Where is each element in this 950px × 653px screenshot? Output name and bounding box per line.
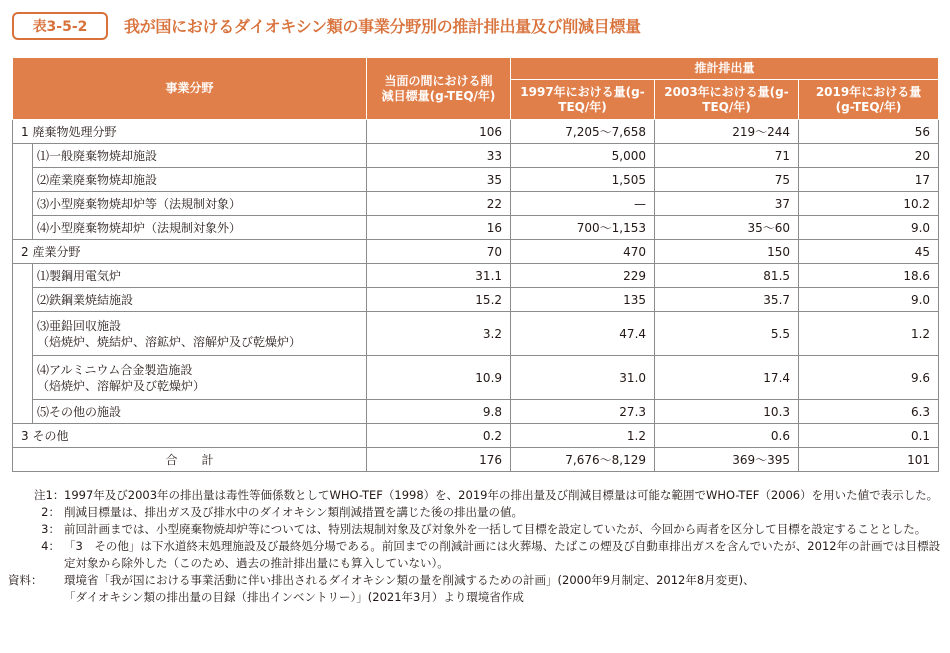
- table-row-total: [13, 448, 939, 472]
- table-row: [13, 356, 939, 400]
- cell-target: 22: [367, 192, 511, 216]
- cell-2003: 71: [655, 144, 799, 168]
- cell-target: 3.2: [367, 312, 511, 356]
- source-label: 資料：: [8, 573, 43, 587]
- note-item: [34, 504, 944, 521]
- note-item: [34, 487, 944, 504]
- cell-2003: 35.7: [655, 288, 799, 312]
- cell-2019: 18.6: [799, 264, 939, 288]
- header-2003: 2003年における量(g-TEQ/年): [655, 80, 799, 120]
- cell-2019: 45: [799, 240, 939, 264]
- row-label: 3 その他: [13, 424, 367, 448]
- cell-2003: 5.5: [655, 312, 799, 356]
- cell-1997: —: [511, 192, 655, 216]
- cell-target: 35: [367, 168, 511, 192]
- cell-2019: 1.2: [799, 312, 939, 356]
- source-line: 環境省「我が国における事業活動に伴い排出されるダイオキシン類の量を削減するための計画」(2000年9月制定、2012年8月変更)、: [64, 573, 755, 587]
- cell-2003: 150: [655, 240, 799, 264]
- cell-1997: 1,505: [511, 168, 655, 192]
- cell-1997: 27.3: [511, 400, 655, 424]
- cell-target: 0.2: [367, 424, 511, 448]
- source-line: 「ダイオキシン類の排出量の目録（排出インベントリー）」(2021年3月）より環境省作成: [64, 590, 524, 604]
- cell-2019: 101: [799, 448, 939, 472]
- cell-2019: 17: [799, 168, 939, 192]
- cell-1997: 31.0: [511, 356, 655, 400]
- cell-2003: 35〜60: [655, 216, 799, 240]
- cell-target: 70: [367, 240, 511, 264]
- cell-1997: 1.2: [511, 424, 655, 448]
- source: [8, 572, 944, 606]
- row-label: ⑶亜鉛回収施設 （焙焼炉、焼結炉、溶鉱炉、溶解炉及び乾燥炉）: [33, 312, 367, 356]
- cell-2003: 219〜244: [655, 120, 799, 144]
- cell-target: 16: [367, 216, 511, 240]
- cell-2019: 9.0: [799, 216, 939, 240]
- table-row: [13, 120, 939, 144]
- cell-target: 33: [367, 144, 511, 168]
- notes: [8, 487, 944, 606]
- row-label: ⑴製鋼用電気炉: [33, 264, 367, 288]
- cell-2003: 10.3: [655, 400, 799, 424]
- row-label: ⑷小型廃棄物焼却炉（法規制対象外）: [33, 216, 367, 240]
- cell-target: 15.2: [367, 288, 511, 312]
- cell-1997: 470: [511, 240, 655, 264]
- note-item: [34, 538, 944, 572]
- row-label: ⑵産業廃棄物焼却施設: [33, 168, 367, 192]
- cell-target: 9.8: [367, 400, 511, 424]
- cell-2019: 56: [799, 120, 939, 144]
- row-label: ⑸その他の施設: [33, 400, 367, 424]
- note-item: [34, 521, 944, 538]
- cell-2019: 9.0: [799, 288, 939, 312]
- table-row: [13, 400, 939, 424]
- cell-2019: 6.3: [799, 400, 939, 424]
- cell-1997: 7,205〜7,658: [511, 120, 655, 144]
- cell-target: 106: [367, 120, 511, 144]
- table-row: [13, 168, 939, 192]
- table-row: [13, 216, 939, 240]
- cell-2019: 20: [799, 144, 939, 168]
- row-label: 2 産業分野: [13, 240, 367, 264]
- cell-1997: 5,000: [511, 144, 655, 168]
- emissions-table: [12, 57, 939, 472]
- cell-2003: 0.6: [655, 424, 799, 448]
- cell-target: 176: [367, 448, 511, 472]
- row-label: ⑴一般廃棄物焼却施設: [33, 144, 367, 168]
- header-2019: 2019年における量(g-TEQ/年): [799, 80, 939, 120]
- title-bar: [12, 8, 938, 44]
- cell-1997: 700〜1,153: [511, 216, 655, 240]
- row-label: 1 廃棄物処理分野: [13, 120, 367, 144]
- note-number: 注1：: [34, 488, 65, 502]
- note-number: 2：: [41, 505, 60, 519]
- table-row: [13, 312, 939, 356]
- cell-1997: 229: [511, 264, 655, 288]
- header-1997: 1997年における量(g-TEQ/年): [511, 80, 655, 120]
- table-row: [13, 240, 939, 264]
- cell-2003: 75: [655, 168, 799, 192]
- cell-target: 10.9: [367, 356, 511, 400]
- cell-1997: 135: [511, 288, 655, 312]
- table-row: [13, 192, 939, 216]
- note-text: 削減目標量は、排出ガス及び排水中のダイオキシン類削減措置を講じた後の排出量の値。: [64, 505, 524, 519]
- header-target: 当面の間における削減目標量(g-TEQ/年): [367, 58, 511, 120]
- cell-2003: 81.5: [655, 264, 799, 288]
- note-text: 前回計画までは、小型廃棄物焼却炉等については、特別法規制対象及び対象外を一括して目標を設定していたが、今回から両者を区分して目標を設定することとした。: [64, 522, 927, 536]
- row-label: ⑶小型廃棄物焼却炉等（法規制対象）: [33, 192, 367, 216]
- cell-2019: 9.6: [799, 356, 939, 400]
- note-number: 4：: [41, 539, 60, 553]
- header-sector: 事業分野: [13, 58, 367, 120]
- table-row: [13, 144, 939, 168]
- cell-target: 31.1: [367, 264, 511, 288]
- note-text: 「3 その他」は下水道終末処理施設及び最終処分場である。前回までの削減計画には火葬場、たばこの煙及び自動車排出ガスを含んでいたが、2012年の計画では目標設定対象から除外した（このため、過去の推計排出量にも算入していない）。: [64, 539, 941, 570]
- table-row: [13, 424, 939, 448]
- note-number: 3：: [41, 522, 60, 536]
- total-label: 合 計: [13, 448, 367, 472]
- cell-2003: 369〜395: [655, 448, 799, 472]
- row-label: ⑵鉄鋼業焼結施設: [33, 288, 367, 312]
- row-label: ⑷アルミニウム合金製造施設 （焙焼炉、溶解炉及び乾燥炉）: [33, 356, 367, 400]
- cell-2003: 37: [655, 192, 799, 216]
- table-row: [13, 288, 939, 312]
- cell-1997: 7,676〜8,129: [511, 448, 655, 472]
- cell-1997: 47.4: [511, 312, 655, 356]
- cell-2019: 10.2: [799, 192, 939, 216]
- header-estimated-emissions: 推計排出量: [511, 58, 939, 80]
- table-row: [13, 264, 939, 288]
- table-number-badge: 表3-5-2: [12, 12, 108, 40]
- cell-2019: 0.1: [799, 424, 939, 448]
- table-title: 我が国におけるダイオキシン類の事業分野別の推計排出量及び削減目標量: [124, 17, 641, 36]
- note-text: 1997年及び2003年の排出量は毒性等価係数としてWHO-TEF（1998）を、2019年の排出量及び削減目標量は可能な範囲でWHO-TEF（2006）を用いた値で表示した。: [64, 488, 939, 502]
- cell-2003: 17.4: [655, 356, 799, 400]
